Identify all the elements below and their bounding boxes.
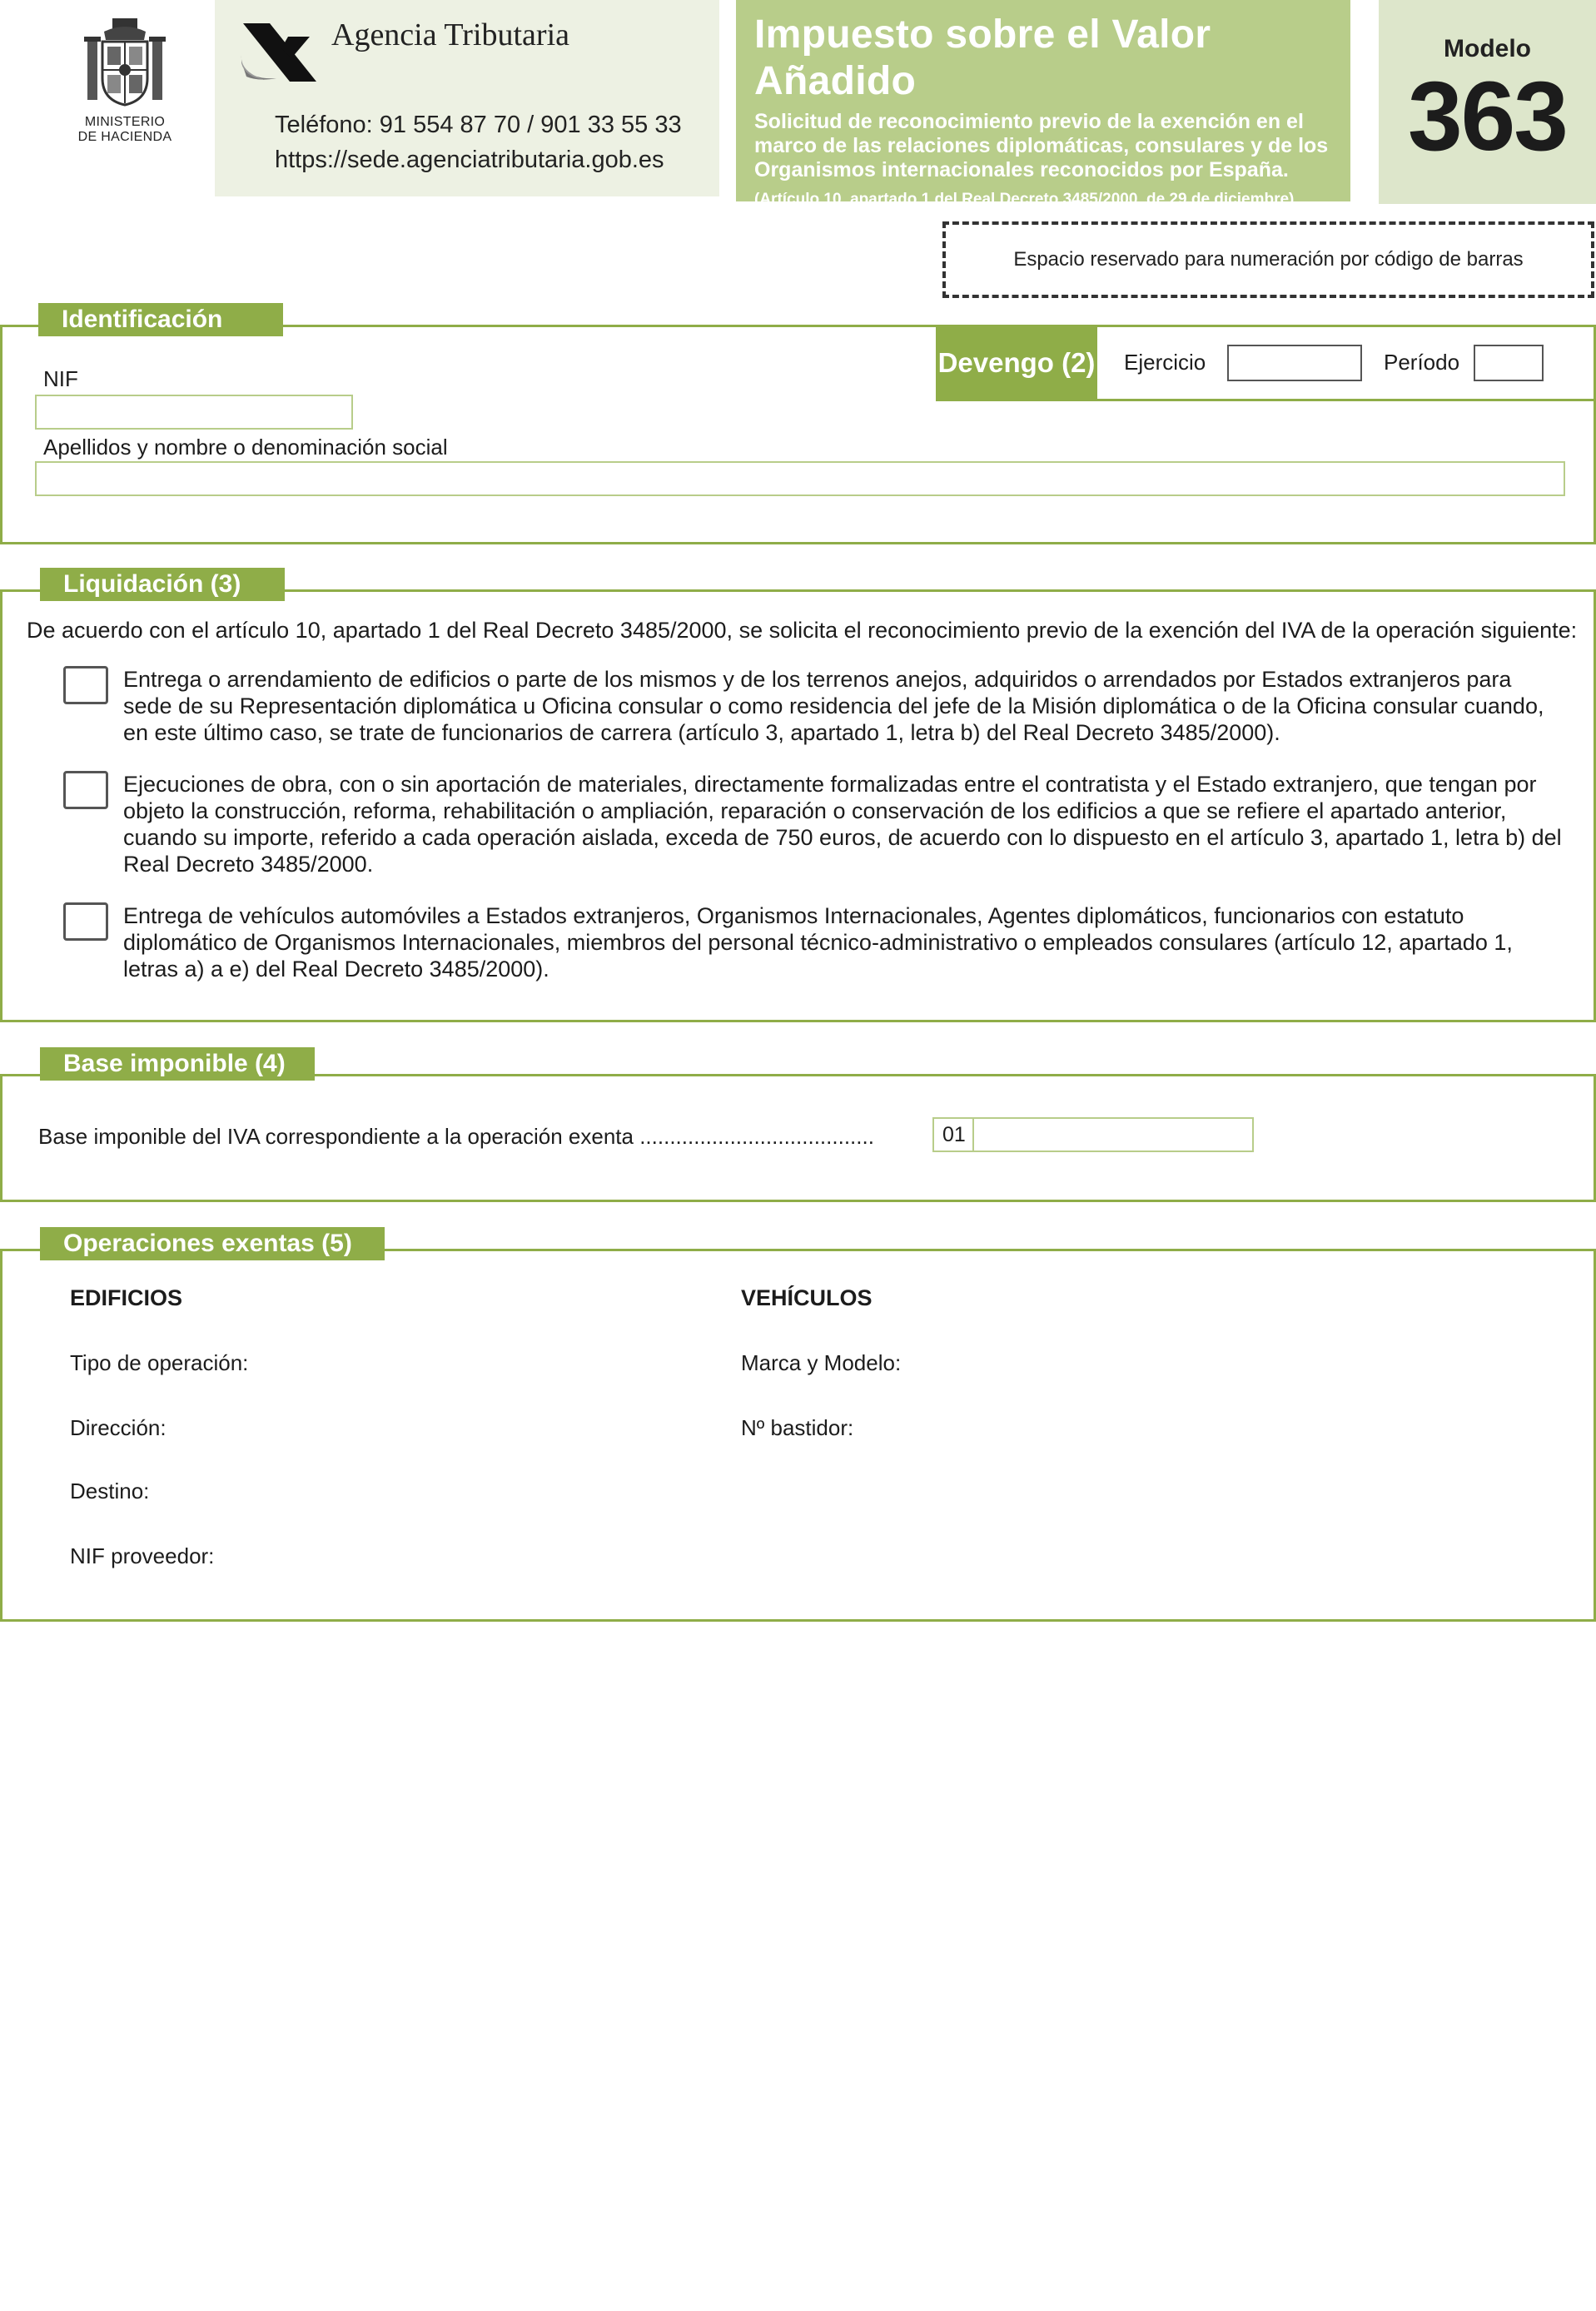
agency-box	[215, 0, 719, 196]
direccion-label[interactable]: Dirección:	[70, 1415, 167, 1440]
option-checkbox-edificios[interactable]	[63, 666, 108, 704]
modelo-label: Modelo	[1444, 35, 1531, 62]
option-checkbox-obras[interactable]	[63, 771, 108, 809]
tipo-operacion-label[interactable]: Tipo de operación:	[70, 1350, 249, 1375]
ministry-logo	[50, 17, 200, 166]
base-imponible-label: Base imponible del IVA correspondiente a la operación exenta .......................................	[38, 1124, 874, 1149]
ministry-line2: DE HACIENDA	[77, 130, 172, 144]
periodo-label: Período	[1384, 350, 1460, 375]
edificios-heading: EDIFICIOS	[70, 1285, 183, 1310]
base-imponible-code: 01	[932, 1117, 974, 1152]
ministry-line1: MINISTERIO	[84, 115, 166, 129]
liquidacion-intro: De acuerdo con el artículo 10, apartado 1 del Real Decreto 3485/2000, se solicita el reconocimiento previo de la exención del IVA de la operación siguiente:	[27, 618, 1578, 643]
marca-modelo-label[interactable]: Marca y Modelo:	[741, 1350, 902, 1375]
devengo-tab: Devengo (2)	[936, 325, 1097, 401]
barcode-area: Espacio reservado para numeración por código de barras	[942, 221, 1594, 298]
operaciones-exentas-tab: Operaciones exentas (5)	[40, 1227, 385, 1260]
liquidacion-tab: Liquidación (3)	[40, 568, 285, 601]
nif-label: NIF	[43, 366, 78, 391]
destino-label[interactable]: Destino:	[70, 1479, 150, 1503]
option-text-obras: Ejecuciones de obra, con o sin aportación de materiales, directamente formalizadas entre el contratista y el Estado extranjero, que tengan por objeto la construcción, reforma, rehabilitación o ampliación, reparación o conservación de los edificios a que se refiere el apartado anterior, cuando su importe, referido a cada operación aislada, exceda de 750 euros, de acuerdo con lo dispuesto en el artículo 3, apartado 1, letra b) del Real Decreto 3485/2000.	[123, 772, 1562, 877]
form-title-box	[736, 0, 1350, 208]
vehiculos-heading: VEHÍCULOS	[741, 1285, 873, 1310]
coat-of-arms-icon	[79, 17, 171, 110]
nif-proveedor-label[interactable]: NIF proveedor:	[70, 1543, 215, 1568]
periodo-input[interactable]	[1474, 345, 1544, 381]
name-input[interactable]	[35, 461, 1565, 496]
base-imponible-input[interactable]	[972, 1117, 1254, 1152]
ejercicio-input[interactable]	[1227, 345, 1362, 381]
option-text-vehiculos: Entrega de vehículos automóviles a Estados extranjeros, Organismos Internacionales, Agentes diplomáticos, funcionarios con estatuto diplomático de Organismos Internacionales, miembros del personal técnico-administrativo o empleados consulares (artículo 12, apartado 1, letras a) a e) del Real Decreto 3485/2000).	[123, 903, 1513, 982]
modelo-number: 363	[1408, 62, 1567, 171]
ejercicio-label: Ejercicio	[1124, 350, 1206, 375]
form-subtitle: Solicitud de reconocimiento previo de la exención en el marco de las relaciones diplomáticas, consulares y de los Organismos internacionales reconocidos por España.	[754, 110, 1329, 181]
agency-logo-icon	[240, 22, 320, 83]
form-title: Impuesto sobre el Valor Añadido	[754, 12, 1211, 103]
agency-name: Agencia Tributaria	[331, 17, 570, 52]
option-checkbox-vehiculos[interactable]	[63, 902, 108, 941]
agency-phone: Teléfono: 91 554 87 70 / 901 33 55 33	[275, 112, 682, 138]
form-legal-reference: (Artículo 10, apartado 1 del Real Decreto 3485/2000, de 29 de diciembre)	[754, 191, 1295, 208]
base-imponible-tab: Base imponible (4)	[40, 1047, 315, 1081]
identificacion-tab: Identificación (1)	[38, 303, 283, 336]
name-label: Apellidos y nombre o denominación social	[43, 435, 448, 460]
option-text-edificios: Entrega o arrendamiento de edificios o parte de los mismos y de los terrenos anejos, adquiridos o arrendados por Estados extranjeros para sede de su Representación diplomática u Oficina consular o como residencia del jefe de la Misión diplomática o de la Oficina consular cuando, en este último caso, se trate de funcionarios de carrera (artículo 3, apartado 1, letra b) del Real Decreto 3485/2000).	[123, 667, 1544, 745]
agency-website[interactable]: https://sede.agenciatributaria.gob.es	[275, 147, 664, 173]
modelo-box	[1379, 0, 1596, 204]
nif-input[interactable]	[35, 395, 353, 430]
bastidor-label[interactable]: Nº bastidor:	[741, 1415, 854, 1440]
